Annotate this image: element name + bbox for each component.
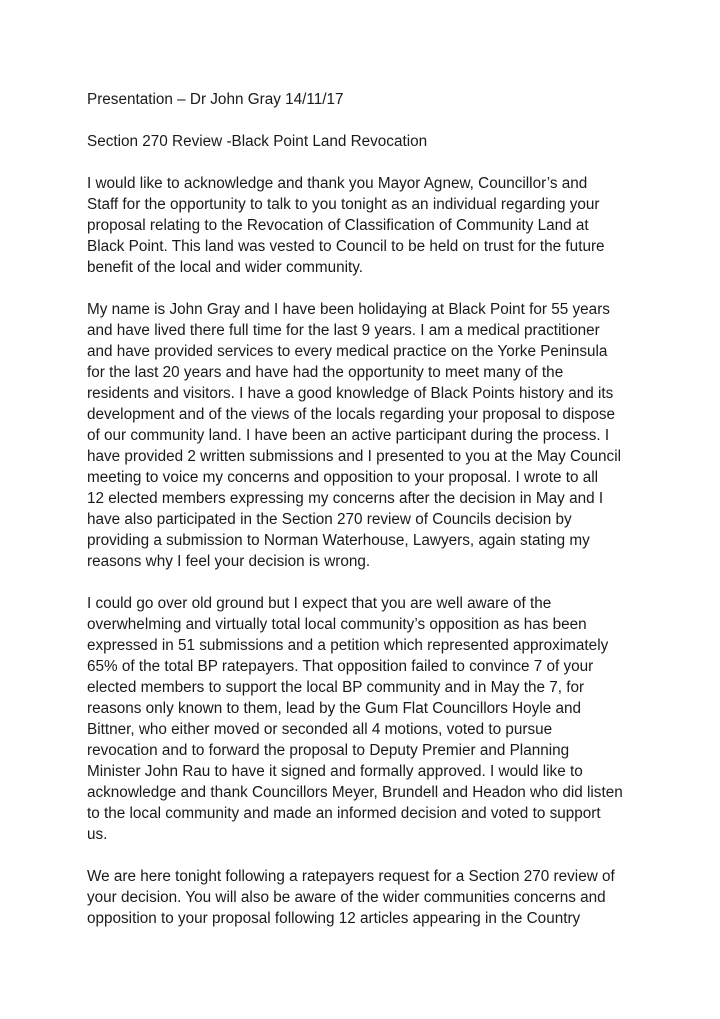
text-line: 12 elected members expressing my concerns after the decision in May and I [87,490,604,507]
text-line: elected members to support the local BP community and in May the 7, for [87,679,585,696]
text-line: We are here tonight following a ratepayers request for a Section 270 review of [87,868,615,885]
text-line: development and of the views of the locals regarding your proposal to dispose [87,406,616,423]
blank-line [87,152,647,173]
blank-line [87,110,647,131]
text-line: revocation and to forward the proposal to Deputy Premier and Planning [87,742,570,759]
text-line: and have lived there full time for the last 9 years. I am a medical practitioner [87,322,600,339]
text-line: and have provided services to every medical practice on the Yorke Peninsula [87,343,608,360]
text-line: Bittner, who either moved or seconded all 4 motions, voted to pursue [87,721,553,738]
text-line: reasons why I feel your decision is wrong. [87,553,371,570]
text-line: us. [87,826,108,843]
text-line: overwhelming and virtually total local community’s opposition as has been [87,616,587,633]
text-line: providing a submission to Norman Waterhouse, Lawyers, again stating my [87,532,590,549]
text-line: acknowledge and thank Councillors Meyer, Brundell and Headon who did listen [87,784,623,801]
text-line: have also participated in the Section 270 review of Councils decision by [87,511,572,528]
text-line: Black Point. This land was vested to Council to be held on trust for the future [87,238,605,255]
text-line: your decision. You will also be aware of the wider communities concerns and [87,889,606,906]
text-line: Staff for the opportunity to talk to you tonight as an individual regarding your [87,196,600,213]
text-line: residents and visitors. I have a good knowledge of Black Points history and its [87,385,614,402]
text-line: reasons only known to them, lead by the Gum Flat Councillors Hoyle and [87,700,581,717]
paragraph-review [87,866,647,929]
text-line: expressed in 51 submissions and a petition which represented approximately [87,637,609,654]
document-body [87,89,647,929]
paragraph-acknowledgement [87,173,647,278]
document-header-line: Presentation – Dr John Gray 14/11/17 [87,91,344,108]
blank-line [87,845,647,866]
document-subject-line: Section 270 Review -Black Point Land Revocation [87,133,428,150]
paragraph-opposition [87,593,647,845]
text-line: of our community land. I have been an active participant during the process. I [87,427,610,444]
text-line: meeting to voice my concerns and opposition to your proposal. I wrote to all [87,469,599,486]
text-line: proposal relating to the Revocation of Classification of Community Land at [87,217,589,234]
text-line: I could go over old ground but I expect that you are well aware of the [87,595,552,612]
blank-line [87,572,647,593]
text-line: 65% of the total BP ratepayers. That opposition failed to convince 7 of your [87,658,594,675]
paragraph-introduction [87,299,647,572]
text-line: for the last 20 years and have had the opportunity to meet many of the [87,364,564,381]
text-line: I would like to acknowledge and thank you Mayor Agnew, Councillor’s and [87,175,588,192]
blank-line [87,278,647,299]
text-line: opposition to your proposal following 12 articles appearing in the Country [87,910,581,927]
text-line: My name is John Gray and I have been holidaying at Black Point for 55 years [87,301,610,318]
text-line: to the local community and made an informed decision and voted to support [87,805,601,822]
text-line: benefit of the local and wider community. [87,259,364,276]
text-line: Minister John Rau to have it signed and formally approved. I would like to [87,763,583,780]
text-line: have provided 2 written submissions and I presented to you at the May Council [87,448,621,465]
